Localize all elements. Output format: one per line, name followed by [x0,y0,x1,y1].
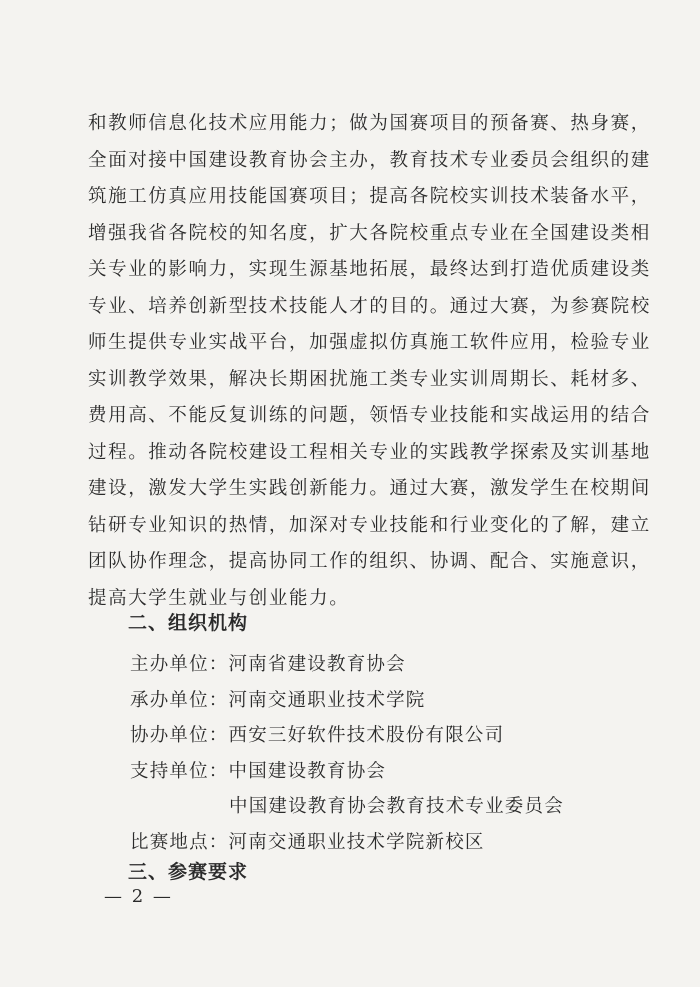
body-line: 关专业的影响力，实现生源基地拓展，最终达到打造优质建设类 [88,259,651,280]
org-co-organizer: 协办单位：西安三好软件技术股份有限公司 [130,725,505,746]
body-paragraph [88,106,651,617]
page-number: — 2 — [104,886,173,907]
section-heading-requirements: 三、参赛要求 [128,861,249,883]
body-line: 建设，激发大学生实践创新能力。通过大赛，激发学生在校期间 [88,478,651,499]
body-line: 师生提供专业实战平台，加强虚拟仿真施工软件应用，检验专业 [88,332,651,353]
body-line: 实训教学效果，解决长期困扰施工类专业实训周期长、耗材多、 [88,368,651,390]
body-line: 专业、培养创新型技术技能人才的目的。通过大赛，为参赛院校 [88,295,651,317]
body-line: 费用高、不能反复训练的问题，领悟专业技能和实战运用的结合 [88,405,651,426]
org-organizer: 承办单位：河南交通职业技术学院 [130,689,426,711]
org-support: 支持单位：中国建设教育协会 [130,760,387,782]
section-heading-organization: 二、组织机构 [128,612,249,634]
org-venue: 比赛地点：河南交通职业技术学院新校区 [130,831,485,853]
body-line: 全面对接中国建设教育协会主办，教育技术专业委员会组织的建 [88,149,651,171]
organization-list [130,647,564,860]
body-line: 增强我省各院校的知名度，扩大各院校重点专业在全国建设类相 [88,222,651,244]
body-line: 提高大学生就业与创业能力。 [88,587,350,609]
org-support-continued: 中国建设教育协会教育技术专业委员会 [229,796,564,817]
org-host: 主办单位：河南省建设教育协会 [130,654,406,675]
body-line: 过程。推动各院校建设工程相关专业的实践教学探索及实训基地 [88,441,651,463]
body-line: 团队协作理念，提高协同工作的组织、协调、配合、实施意识， [88,551,651,572]
body-line: 和教师信息化技术应用能力；做为国赛项目的预备赛、热身赛， [88,113,651,134]
body-line: 筑施工仿真应用技能国赛项目；提高各院校实训技术装备水平， [88,186,651,207]
body-line: 钻研专业知识的热情，加深对专业技能和行业变化的了解，建立 [88,514,651,536]
